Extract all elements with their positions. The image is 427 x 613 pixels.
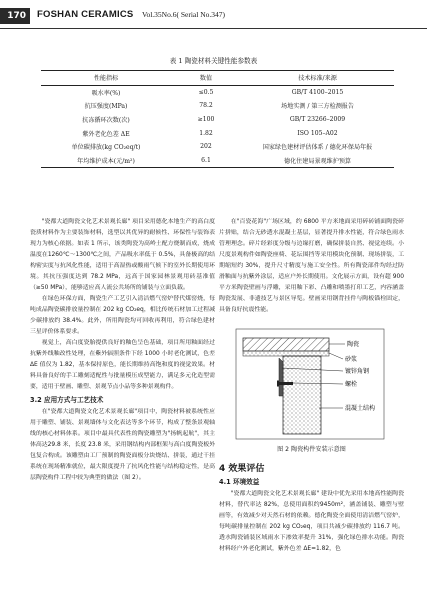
table-cell: 国家绿色建材评估体系 / 德化环保局年报 (262, 144, 373, 152)
table-row (41, 140, 394, 154)
body-paragraph: 视觉上，高白度瓷胎提供良好的釉色呈色基础，项目所用釉面经过抗紫外线釉改性处理，在紫外辐照条件下经 1000 小时老化测试，色差 ΔE 值仅为 1.82，基本保持原色，能长期维持高饱和度的视觉效果。材料具备良好的手工雕刻适配性与批量模压成型能力，满足多元化造型需要，适用于壁画、雕塑、景观节点小品等多种景观构件。 (30, 340, 215, 390)
body-paragraph: 在"百瓷花海"广场区域，约 6800 平方米地面采用碎砖铺面陶瓷碎片拼贴，结合无砂透水混凝土基层，显著提升排水性能，符合绿色雨水管理理念。碎片经彩度分级与边缘打磨，确保拼装自然、视觉连续。小尺度景观构件如陶瓷座椅、花坛围挡等采用模块化预制、现场拼装，工期缩短约 30%，提升尺寸精度与施工安全性。所有陶瓷部件均经过防滑釉面与抗紫外涂层，适应户外长期使用。文化展示方面，设有超 900 平方米陶瓷壁画与浮雕，采用釉下彩、凸雕和喷墨打印工艺，内容涵盖陶瓷发展、非遗技艺与景区导览。壁画采用钢背挂件与陶板锚栓固定，具备良好抗震性能。 (219, 219, 404, 313)
table-cell: GB/T 23266–2009 (289, 116, 346, 124)
section-title: 4 效果评估 (219, 464, 265, 474)
right-column-bottom (219, 489, 404, 555)
right-column (219, 217, 404, 316)
table-cell: ≥100 (197, 116, 215, 124)
table-row (41, 154, 394, 168)
label-angle-steel: 镀锌角钢 (345, 368, 370, 375)
bolt (279, 382, 293, 385)
table-row (41, 126, 394, 140)
body-paragraph: 在绿色环保方面，陶瓷生产工艺引入清洁燃气窑炉替代煤窑烧，每吨成品陶瓷碳排放量控制在 202 kg CO₂eq，相比传统石材加工过程减少碳排放约 38.4%。此外，所用陶瓷均可回收再利用，符合绿色建材三星评价体系要求。 (30, 296, 215, 335)
body-paragraph: 在"瓷都大道陶瓷文化艺术景观长廊"项目中，陶瓷材料被系统性应用于雕塑、铺装、景观墙体与文化表达等多个环节，构成了整条景观轴线的核心材料体系。项目中最具代表性的陶瓷雕塑为"扬帆起航"，其主体高达29.8 米，长度 23.8 米，采用钢结构内部框架与高白度陶瓷板外包复合构成。该雕塑由工厂预制的陶瓷面板分块烧结、拼装，通过干挂系统在现场精准就位，最大限度提升了抗风化性能与结构稳定性，是高层陶瓷构件工程中较为典型的做法（图 2）。 (30, 409, 216, 481)
bolt-head (277, 381, 279, 387)
table-cell: 78.2 (199, 102, 213, 110)
table-header-row (41, 71, 394, 86)
table-cell: 吸水率(%) (91, 89, 121, 97)
table-caption: 表 1 陶瓷材料关键性能参数表 (169, 57, 258, 65)
page-number: 170 (0, 8, 30, 24)
figure-caption: 图 2 陶瓷构件安装示意图 (277, 446, 346, 453)
label-concrete: 混凝土结构 (345, 405, 376, 412)
table-cell: 抗压强度(MPa) (84, 103, 128, 111)
label-mortar: 砂浆 (345, 356, 358, 363)
issue-info: Vol.35No.6( Serial No.347) (142, 10, 225, 19)
table-cell: 德化住建局景观维护预算 (283, 157, 352, 165)
table-cell: 紫外老化色差 ΔE (82, 130, 130, 138)
table-cell: 6.1 (201, 156, 211, 164)
table-cell: 单位碳排放(kg CO₂eq/t) (71, 144, 141, 152)
table-cell: 202 (200, 143, 212, 151)
table-header-cell: 性能指标 (93, 75, 119, 83)
table-header-cell: 技术标准/来源 (298, 75, 337, 83)
table-row (41, 99, 394, 113)
body-paragraph: "瓷都大道陶瓷文化艺术景观长廊" 项目采用德化本地生产的高白度瓷质材料作为主要装饰材料，选型以其优异的耐候性、环保性与装饰表现力为核心依据。如表 1 所示，该类陶瓷为高岭土配方烧制而成，烧成温度在1260℃～1300℃之间，产品吸水率低于 0.5%，具备极高的结构密实度与抗风化性能，适用于高湿热或酸雨气候下的室外长期使用环境。其抗压强度达到 78.2 MPa，远高于国家园林景观用砖基准值（≥50 MPa），能够适应高人流公共场所的铺装与立面负载。 (30, 219, 215, 291)
table-cell: GB/T 4100–2015 (291, 88, 344, 96)
table-cell: ISO 105–A02 (297, 129, 338, 137)
table-cell: ≤0.5 (198, 88, 214, 96)
table-cell: 场地实测 / 第三方检测报告 (281, 103, 354, 111)
table-row (41, 113, 394, 127)
performance-table (41, 70, 394, 168)
label-ceramic: 陶瓷 (347, 341, 360, 348)
header-rule (0, 28, 427, 29)
mortar-layer (243, 351, 329, 356)
concrete-structure (283, 356, 321, 434)
table-cell: 年均维护成本(元/m²) (77, 157, 135, 165)
table-row (41, 85, 394, 99)
left-column (30, 217, 215, 484)
table-header-cell: 数值 (199, 75, 213, 83)
journal-title: FOSHAN CERAMICS (37, 9, 134, 20)
body-paragraph: "瓷都大道陶瓷文化艺术景观长廊" 建设中优先采用本地高性能陶瓷材料，替代率达 82%，总使用面积约9450m²，涵盖铺装、雕塑与壁画等，有效减少对天然石材的依赖。德化陶瓷全面使用清洁燃气窑炉，每吨碳排量控制在 202 kg CO₂eq，项目共减少碳排放约 116.7 吨。透水陶瓷铺装区域雨水下渗效率提升 31%，强化绿色排水功能。陶瓷材料经户外老化测试，紫外色差 ΔE=1.82，色 (219, 491, 404, 552)
ceramic-layer (243, 338, 329, 351)
installation-diagram (235, 328, 385, 440)
angle-steel (279, 358, 283, 396)
section-heading: 3.2 应用方式与工艺技术 (30, 396, 104, 404)
table-cell: 抗冻循环次数(次) (82, 117, 130, 125)
table-cell: 1.82 (199, 129, 213, 137)
subsection-title: 4.1 环境效益 (219, 478, 260, 486)
label-bolt: 螺栓 (345, 381, 358, 388)
page-header (0, 0, 427, 30)
